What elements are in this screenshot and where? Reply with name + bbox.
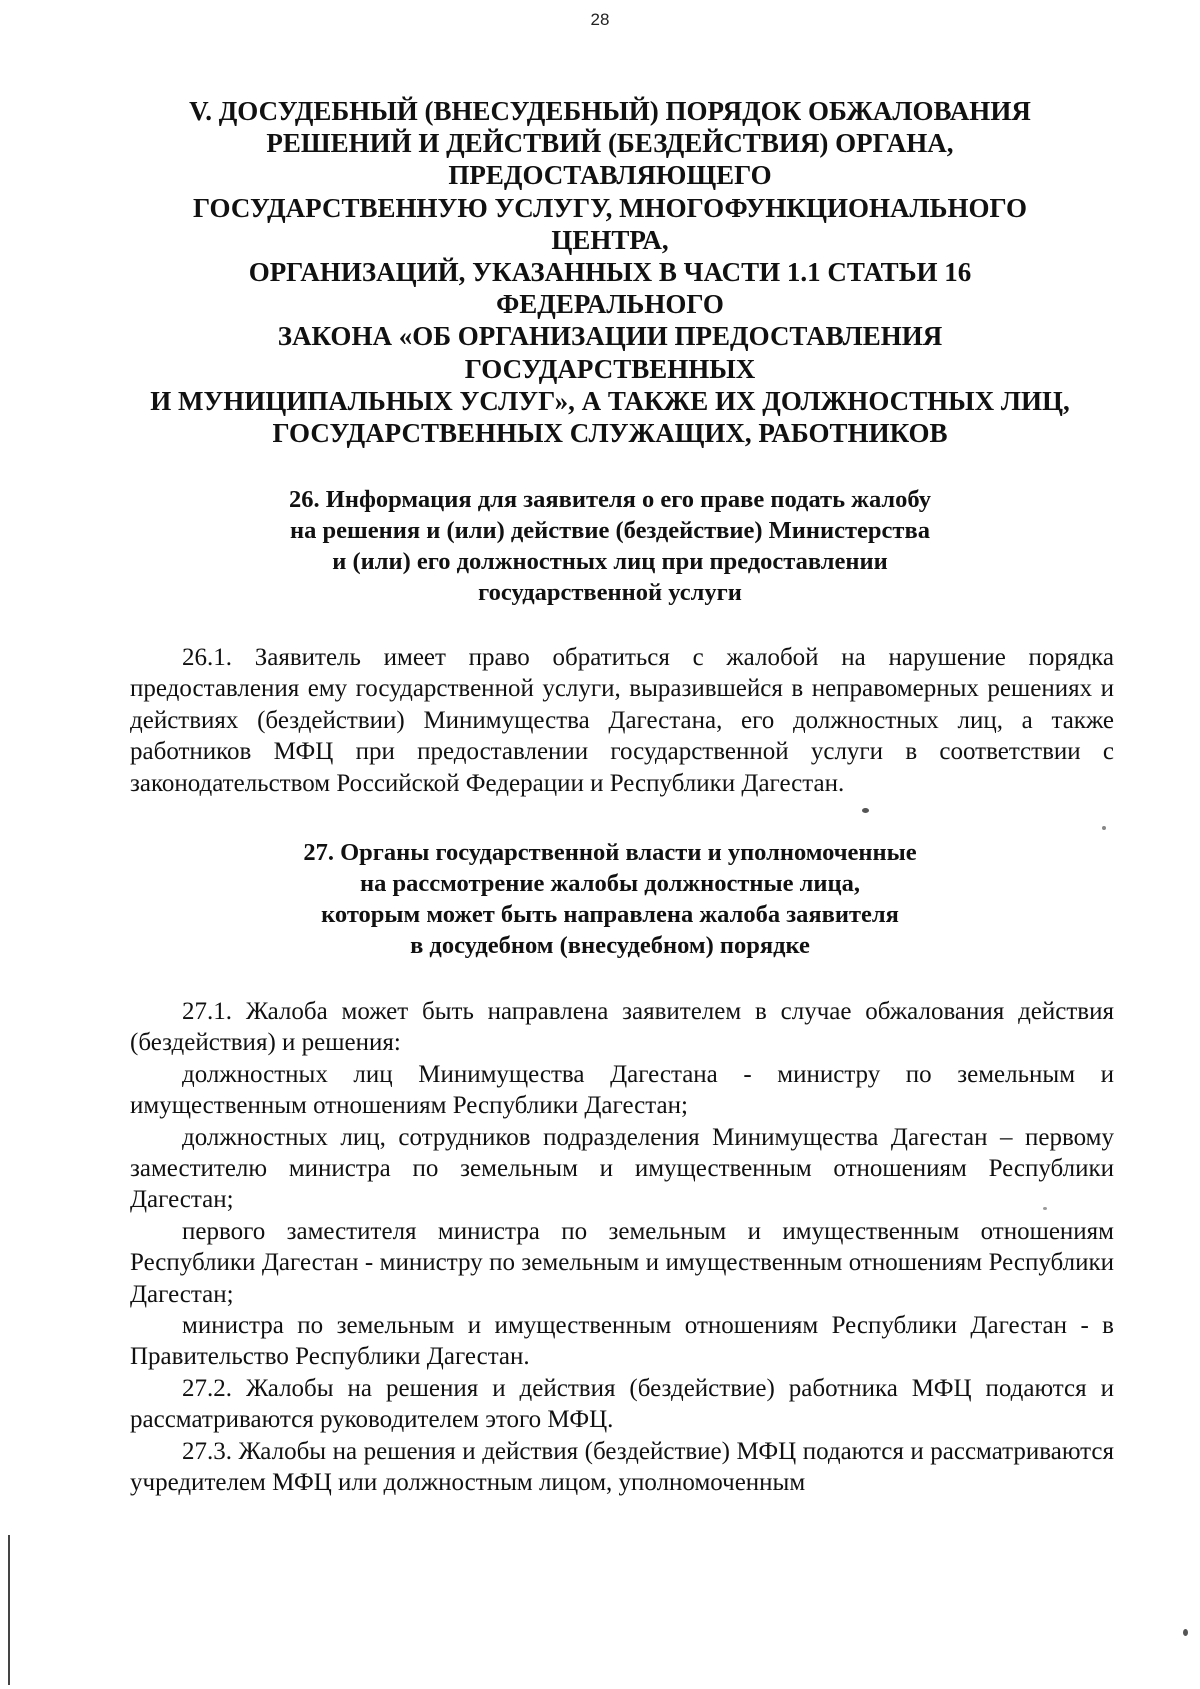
paragraph-26-1: 26.1. Заявитель имеет право обратиться с жалобой на нарушение порядка предоставления ему государственной услуги, выразившейся в неправомерных решениях и действиях (бездействии) Минимущества Дагестана, его должностных лиц, а также работников МФЦ при предоставлении государственной услуги в соответствии с законодательством Российской Федерации и Республики Дагестан. <box>130 644 1114 797</box>
section-heading-line: 27. Органы государственной власти и уполномоченные <box>303 839 917 866</box>
section-27-body <box>130 996 1114 1499</box>
chapter-heading-line: ОРГАНИЗАЦИЙ, УКАЗАННЫХ В ЧАСТИ 1.1 СТАТЬИ 16 <box>248 257 972 288</box>
scan-speck <box>1183 1629 1188 1636</box>
chapter-heading-line: РЕШЕНИЙ И ДЕЙСТВИЙ (БЕЗДЕЙСТВИЯ) ОРГАНА, <box>266 128 954 159</box>
paragraph-list-item: должностных лиц Минимущества Дагестана - министру по земельным и имущественным отношениям Республики Дагестан; <box>130 1060 1114 1120</box>
chapter-heading-line: ГОСУДАРСТВЕННЫХ СЛУЖАЩИХ, РАБОТНИКОВ <box>272 418 948 449</box>
chapter-heading-line: ЗАКОНА «ОБ ОРГАНИЗАЦИИ ПРЕДОСТАВЛЕНИЯ <box>277 321 943 352</box>
paragraph-list-item: первого заместителя министра по земельным и имущественным отношениям Республики Дагестан - министру по земельным и имущественным отношениям Республики Дагестан; <box>130 1217 1114 1308</box>
chapter-heading-line: ГОСУДАРСТВЕННЫХ <box>464 353 756 384</box>
chapter-heading-line: ГОСУДАРСТВЕННУЮ УСЛУГУ, МНОГОФУНКЦИОНАЛЬНОГО <box>193 192 1027 223</box>
scan-edge-line <box>8 1535 10 1685</box>
section-27-heading <box>130 837 1090 961</box>
paragraph-27-1: 27.1. Жалоба может быть направлена заявителем в случае обжалования действия (бездействия) и решения: <box>130 998 1114 1057</box>
chapter-heading-line: И МУНИЦИПАЛЬНЫХ УСЛУГ», А ТАКЖЕ ИХ ДОЛЖНОСТНЫХ ЛИЦ, <box>150 385 1070 416</box>
scan-speck <box>1102 826 1106 830</box>
paragraph-27-2: 27.2. Жалобы на решения и действия (бездействие) работника МФЦ подаются и рассматриваются руководителем этого МФЦ. <box>130 1374 1114 1434</box>
section-heading-line: на решения и (или) действие (бездействие) Министерства <box>290 517 930 544</box>
page-number: 28 <box>590 10 610 29</box>
chapter-heading-line: ЦЕНТРА, <box>551 224 669 255</box>
chapter-heading-line: V. ДОСУДЕБНЫЙ (ВНЕСУДЕБНЫЙ) ПОРЯДОК ОБЖАЛОВАНИЯ <box>189 96 1031 126</box>
chapter-heading <box>130 95 1090 449</box>
chapter-heading-line: ФЕДЕРАЛЬНОГО <box>496 289 724 320</box>
section-heading-line: в досудебном (внесудебном) порядке <box>410 932 810 959</box>
section-heading-line: государственной услуги <box>478 579 742 606</box>
section-heading-line: 26. Информация для заявителя о его праве подать жалобу <box>289 486 931 513</box>
section-heading-line: которым может быть направлена жалоба заявителя <box>321 901 899 928</box>
paragraph-list-item: министра по земельным и имущественным отношениям Республики Дагестан - в Правительство Республики Дагестан. <box>130 1312 1114 1371</box>
scan-speck <box>1043 1207 1047 1210</box>
section-heading-line: и (или) его должностных лиц при предоставлении <box>332 548 888 575</box>
section-26-heading <box>130 484 1090 608</box>
scan-speck <box>862 808 869 813</box>
chapter-heading-line: ПРЕДОСТАВЛЯЮЩЕГО <box>448 160 772 191</box>
paragraph-list-item: должностных лиц, сотрудников подразделения Минимущества Дагестан – первому заместителю министра по земельным и имущественным отношениям Республики Дагестан; <box>130 1123 1114 1214</box>
section-heading-line: на рассмотрение жалобы должностные лица, <box>360 870 860 897</box>
paragraph-27-3: 27.3. Жалобы на решения и действия (бездействие) МФЦ подаются и рассматриваются учредителем МФЦ или должностным лицом, уполномоченным <box>130 1437 1114 1497</box>
